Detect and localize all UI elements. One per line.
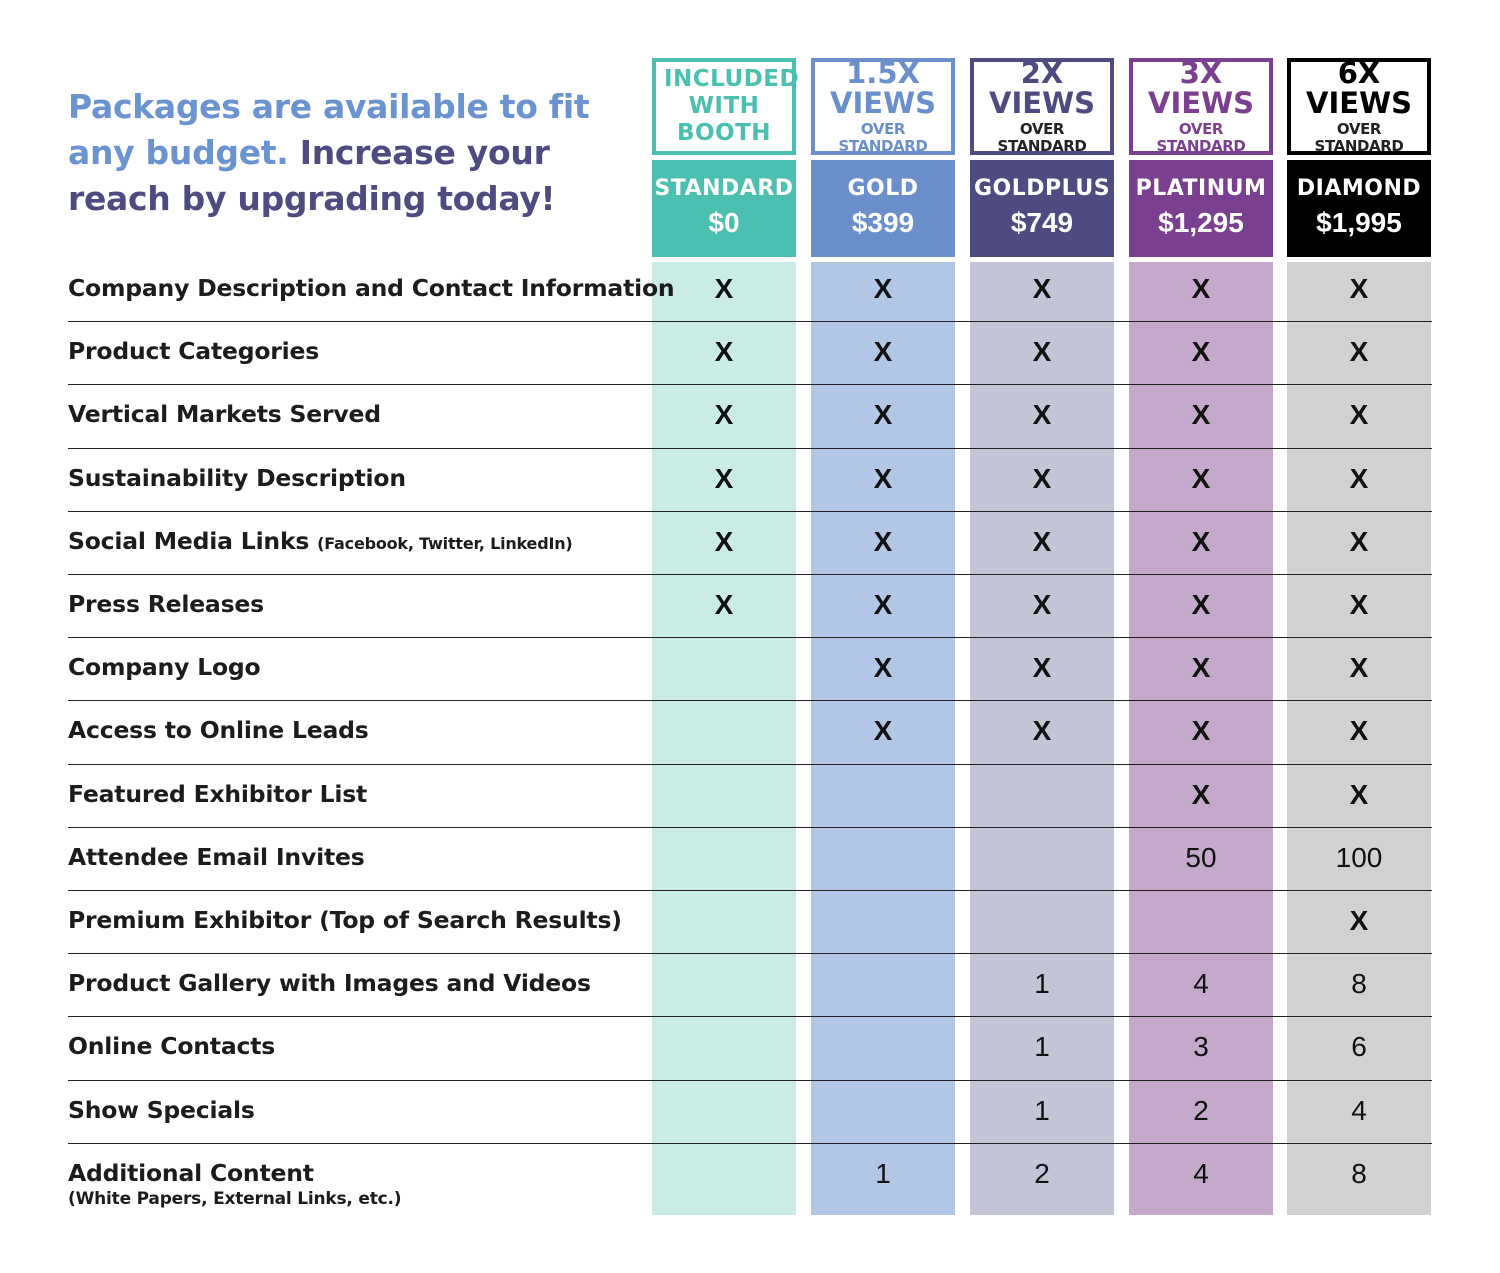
plan-header-standard — [652, 160, 796, 257]
included-mark: X — [1032, 589, 1052, 620]
row-divider — [68, 1143, 1432, 1144]
included-mark: X — [1349, 589, 1369, 620]
feature-name: Access to Online Leads — [68, 716, 369, 745]
included-mark: X — [1349, 525, 1369, 557]
row-divider — [68, 953, 1432, 954]
feature-label — [68, 1159, 401, 1209]
plan-name: DIAMOND — [1296, 175, 1422, 201]
feature-value: 4 — [1193, 968, 1209, 1000]
plan-price: $0 — [708, 206, 740, 238]
feature-label — [68, 464, 406, 492]
row-divider — [68, 700, 1432, 701]
plan-badge-title: 6X VIEWS — [1306, 56, 1412, 120]
plan-header-goldplus — [970, 160, 1114, 257]
plan-price: $1,995 — [1316, 206, 1402, 238]
feature-label — [68, 400, 381, 428]
plan-badge-title: 3X VIEWS — [1148, 56, 1254, 120]
feature-value: 4 — [1193, 1157, 1209, 1189]
plan-badge-subtitle: OVER STANDARD — [1314, 120, 1404, 155]
plan-badge-gold — [811, 58, 955, 155]
feature-value: 100 — [1335, 841, 1383, 873]
included-mark: X — [1349, 462, 1369, 494]
included-mark: X — [1191, 273, 1211, 304]
feature-label — [68, 906, 622, 934]
row-divider — [68, 890, 1432, 891]
plan-badge-subtitle: OVER STANDARD — [838, 120, 928, 155]
included-mark: X — [714, 462, 734, 494]
feature-value: 6 — [1351, 1031, 1367, 1063]
feature-value: 8 — [1351, 968, 1367, 1000]
plan-badge-subtitle: OVER STANDARD — [1156, 120, 1246, 155]
feature-name: Vertical Markets Served — [68, 400, 381, 429]
included-mark: X — [714, 273, 734, 304]
feature-label — [68, 969, 591, 997]
included-mark: X — [1032, 462, 1052, 494]
plan-badge-standard — [652, 58, 800, 155]
feature-name: Online Contacts — [68, 1032, 276, 1061]
included-mark: X — [873, 589, 893, 620]
feature-name: Company Logo — [68, 653, 261, 682]
included-mark: X — [1349, 273, 1369, 304]
row-divider — [68, 321, 1432, 322]
plan-badge-platinum — [1129, 58, 1273, 155]
feature-label — [68, 527, 573, 555]
plan-header-platinum — [1129, 160, 1273, 257]
included-mark: X — [1032, 652, 1052, 684]
included-mark: X — [1032, 336, 1052, 368]
row-divider — [68, 448, 1432, 449]
feature-name: Show Specials — [68, 1095, 255, 1124]
plan-badge-goldplus — [970, 58, 1114, 155]
row-divider — [68, 1016, 1432, 1017]
feature-name: Product Gallery with Images and Videos — [68, 969, 591, 998]
included-mark: X — [714, 336, 734, 368]
included-mark: X — [1191, 525, 1211, 557]
row-divider — [68, 827, 1432, 828]
feature-name: Company Description and Contact Information — [68, 274, 675, 302]
row-divider — [68, 637, 1432, 638]
plan-price: $399 — [851, 206, 915, 238]
feature-label — [68, 653, 260, 681]
feature-label — [68, 843, 365, 871]
included-mark: X — [873, 652, 893, 684]
included-mark: X — [873, 715, 893, 747]
included-mark: X — [714, 399, 734, 431]
plan-badge-title: 1.5X VIEWS — [830, 56, 936, 120]
feature-label — [68, 1096, 255, 1124]
feature-value: 2 — [1034, 1157, 1050, 1189]
plan-name: GOLD — [847, 175, 919, 201]
included-mark: X — [1191, 399, 1211, 431]
included-mark: X — [1191, 778, 1211, 810]
included-mark: X — [873, 336, 893, 368]
feature-name: Premium Exhibitor (Top of Search Results) — [68, 906, 622, 934]
feature-value: 50 — [1185, 841, 1217, 873]
included-mark: X — [873, 399, 893, 431]
feature-value: 1 — [1034, 968, 1050, 1000]
included-mark: X — [714, 525, 734, 557]
row-divider — [68, 384, 1432, 385]
headline-part1: Packages are available to fit any budget. — [68, 87, 590, 172]
feature-name: Sustainability Description — [68, 463, 406, 492]
feature-subnote: (White Papers, External Links, etc.) — [68, 1188, 402, 1209]
plan-name: PLATINUM — [1135, 175, 1267, 201]
included-mark: X — [873, 273, 893, 304]
included-mark: X — [1349, 905, 1369, 936]
included-mark: X — [1191, 715, 1211, 747]
plan-name: GOLDPLUS — [973, 175, 1111, 201]
plan-price: $1,295 — [1158, 206, 1244, 238]
feature-name: Attendee Email Invites — [68, 842, 365, 871]
plan-header-gold — [811, 160, 955, 257]
feature-value: 1 — [875, 1157, 891, 1189]
included-mark: X — [1349, 778, 1369, 810]
plan-badge-subtitle: OVER STANDARD — [997, 120, 1087, 155]
included-mark: X — [1191, 336, 1211, 368]
included-mark: X — [714, 589, 734, 620]
included-mark: X — [1032, 399, 1052, 431]
feature-name: Additional Content — [68, 1158, 314, 1187]
plan-name: STANDARD — [654, 175, 794, 201]
headline-part2: Increase your reach by upgrading today! — [68, 133, 556, 218]
feature-name: Product Categories — [68, 337, 320, 366]
feature-value: 3 — [1193, 1031, 1209, 1063]
included-mark: X — [1032, 273, 1052, 304]
feature-name: Featured Exhibitor List — [68, 779, 368, 808]
feature-label — [68, 274, 674, 302]
feature-value: 4 — [1351, 1094, 1367, 1126]
feature-value: 2 — [1193, 1094, 1209, 1126]
plan-price: $749 — [1010, 206, 1074, 238]
plan-header-diamond — [1287, 160, 1431, 257]
plan-badge-diamond — [1287, 58, 1431, 155]
included-mark: X — [873, 525, 893, 557]
feature-value: 1 — [1034, 1031, 1050, 1063]
feature-name: Social Media Links — [68, 526, 310, 555]
included-mark: X — [1191, 462, 1211, 494]
feature-label — [68, 716, 369, 744]
plan-badge-title: INCLUDED WITH BOOTH — [664, 66, 800, 146]
feature-value: 1 — [1034, 1094, 1050, 1126]
row-divider — [68, 764, 1432, 765]
included-mark: X — [1191, 589, 1211, 620]
included-mark: X — [1349, 399, 1369, 431]
included-mark: X — [1191, 652, 1211, 684]
feature-value: 8 — [1351, 1157, 1367, 1189]
feature-label — [68, 1032, 275, 1060]
feature-note: (Facebook, Twitter, LinkedIn) — [317, 533, 573, 553]
included-mark: X — [1349, 715, 1369, 747]
feature-label — [68, 780, 367, 808]
feature-label — [68, 337, 319, 365]
included-mark: X — [1032, 715, 1052, 747]
plan-badge-title: 2X VIEWS — [989, 56, 1095, 120]
row-divider — [68, 511, 1432, 512]
feature-label — [68, 590, 264, 618]
row-divider — [68, 1080, 1432, 1081]
included-mark: X — [1349, 652, 1369, 684]
feature-name: Press Releases — [68, 590, 264, 618]
row-divider — [68, 574, 1432, 575]
included-mark: X — [1349, 336, 1369, 368]
included-mark: X — [1032, 525, 1052, 557]
headline — [68, 84, 628, 222]
included-mark: X — [873, 462, 893, 494]
